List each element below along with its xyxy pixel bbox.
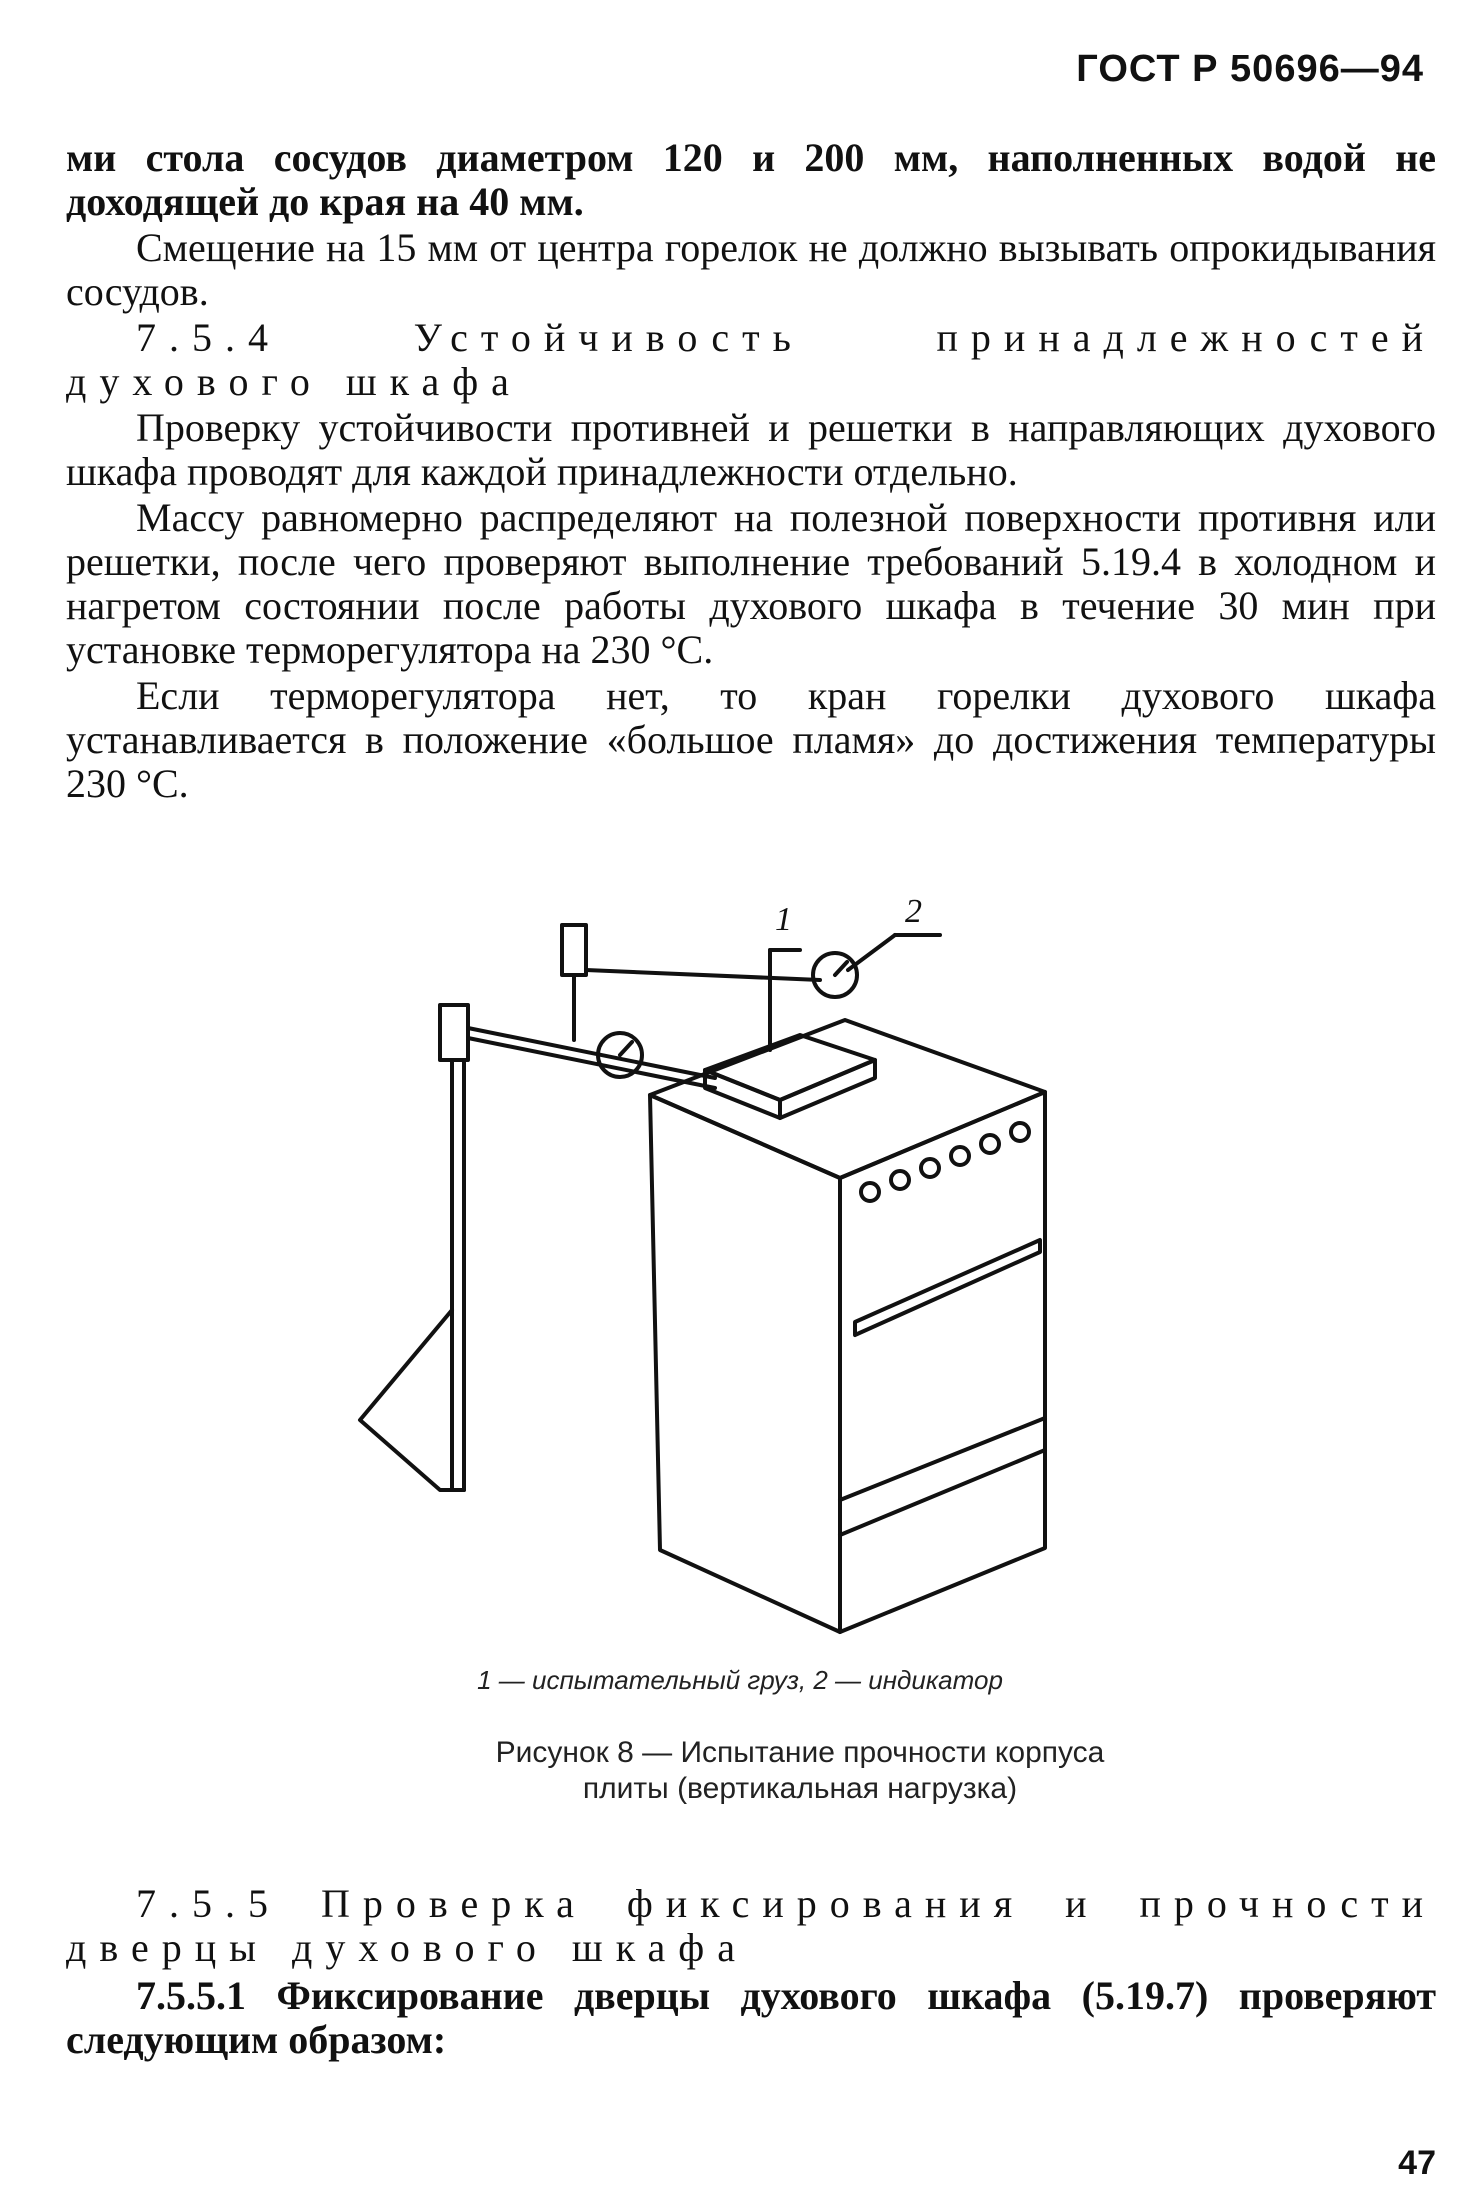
page-number: 47 [1398,2144,1436,2182]
document-header: ГОСТ Р 50696—94 [1076,48,1424,90]
stove-left-side [650,1095,840,1632]
paragraph-stability-check: Проверку устойчивости противней и решетки в направляющих духового шкафа проводят для каждой принадлежности отдельно. [66,405,1436,494]
oven-handle [855,1240,1040,1335]
knob-2 [891,1171,909,1189]
drawer-line [840,1450,1045,1535]
knob-4 [951,1147,969,1165]
leader-line-2 [848,935,895,970]
stove-top [650,1020,1045,1178]
left-stand-clamp [440,1005,468,1060]
figure-stove-test [500,893,1120,1650]
paragraph-mass-distribution: Массу равномерно распределяют на полезной поверхности противня или решетки, после чего проверяют выполнение требований 5.19.4 в холодном и нагретом состоянии после работы духового шкафа в течение 30 мин при установке терморегулятора на 230 °С. [66,495,1436,672]
knob-6 [1011,1123,1029,1141]
paragraph-door-fixing: 7.5.5.1 Фиксирование дверцы духового шкафа (5.19.7) проверяют следующим образом: [66,1973,1436,2062]
figure-label-2: 2 [905,893,922,930]
rear-beam [586,970,820,980]
figure-label-1: 1 [775,901,792,938]
knob-3 [921,1159,939,1177]
left-stand-base [360,1310,464,1490]
paragraph-continuation: ми стола сосудов диаметром 120 и 200 мм, наполненных водой не доходящей до края на 40 мм. [66,135,1436,224]
dial-needle-front [620,1042,632,1055]
test-weight-front [780,1060,875,1118]
measurement-beam [468,1028,715,1078]
figure-legend: 1 — испытательный груз, 2 — индикатор [477,1665,1003,1695]
section-heading-7-5-5: 7.5.5 Проверка фиксирования и прочности дверцы духового шкафа [66,1881,1436,1970]
body-text-top [66,136,1436,806]
paragraph-no-thermostat: Если терморегулятора нет, то кран горелки духового шкафа устанавливается в положение «большое пламя» до достижения температуры 230 °С. [66,673,1436,806]
stove-front [840,1092,1045,1632]
figure-caption: Рисунок 8 — Испытание прочности корпуса плиты (вертикальная нагрузка) [495,1736,1105,1805]
body-text-bottom [66,1882,1436,2062]
section-heading-7-5-4: 7.5.4 Устойчивость принадлежностей духового шкафа [66,315,1436,404]
rear-stand-clamp [562,925,586,975]
paragraph-displacement: Смещение на 15 мм от центра горелок не должно вызывать опрокидывания сосудов. [66,225,1436,314]
knob-1 [861,1183,879,1201]
oven-bottom-line [840,1418,1045,1500]
dial-needle-rear [835,962,847,975]
measurement-beam-2 [468,1038,715,1088]
stove-drawing [500,893,1120,1650]
knob-5 [981,1135,999,1153]
